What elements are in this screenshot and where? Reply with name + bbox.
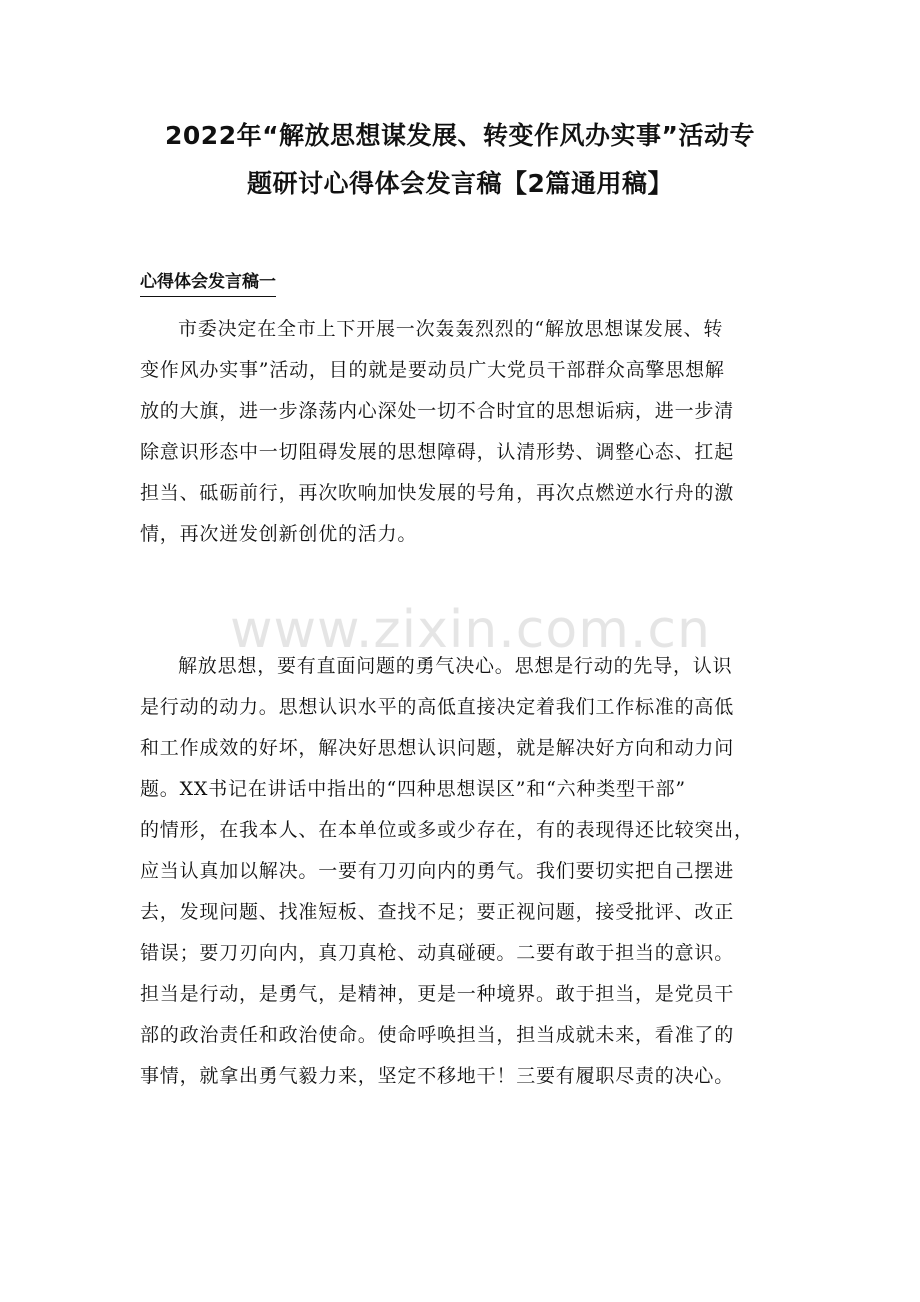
title-line-2: 题研讨心得体会发言稿【2篇通用稿】	[247, 169, 673, 198]
paragraph-line: 情，再次迸发创新创优的活力。	[140, 523, 418, 545]
paragraph-line: 解放思想，要有直面问题的勇气决心。思想是行动的先导，认识	[178, 655, 733, 677]
paragraph-line: 市委决定在全市上下开展一次轰轰烈烈的“解放思想谋发展、转	[178, 318, 724, 340]
paragraph-line: 担当、砥砺前行，再次吹响加快发展的号角，再次点燃逆水行舟的激	[140, 482, 735, 504]
paragraph-line: 担当是行动，是勇气，是精神，更是一种境界。敢于担当，是党员干	[140, 983, 735, 1005]
paragraph-line: 除意识形态中一切阻碍发展的思想障碍，认清形势、调整心态、扛起	[140, 441, 735, 463]
paragraph-line: 错误；要刀刃向内，真刀真枪、动真碰硬。二要有敢于担当的意识。	[140, 942, 735, 964]
paragraph-line: 去，发现问题、找准短板、查找不足；要正视问题，接受批评、改正	[140, 901, 735, 923]
paragraph-line: 部的政治责任和政治使命。使命呼唤担当，担当成就未来，看准了的	[140, 1024, 735, 1046]
paragraph-line: 和工作成效的好坏，解决好思想认识问题，就是解决好方向和动力问	[140, 737, 735, 759]
paragraph-line: 应当认真加以解决。一要有刀刃向内的勇气。我们要切实把自己摆进	[140, 860, 735, 882]
title-line-1: 2022年“解放思想谋发展、转变作风办实事”活动专	[165, 121, 755, 150]
paragraph-2	[140, 646, 785, 1097]
paragraph-line: 事情，就拿出勇气毅力来，坚定不移地干！三要有履职尽责的决心。	[140, 1065, 735, 1087]
paragraph-line: 是行动的动力。思想认识水平的高低直接决定着我们工作标准的高低	[140, 696, 735, 718]
watermark: www.zixin.com.cn	[230, 600, 711, 660]
paragraph-line: 放的大旗，进一步涤荡内心深处一切不合时宜的思想诟病，进一步清	[140, 400, 735, 422]
document-title	[120, 112, 800, 208]
section-heading: 心得体会发言稿一	[140, 268, 276, 297]
paragraph-line: 的情形，在我本人、在本单位或多或少存在，有的表现得还比较突出，	[140, 819, 754, 841]
paragraph-line: 题。XX书记在讲话中指出的“四种思想误区”和“六种类型干部”	[140, 778, 686, 800]
paragraph-1	[140, 309, 785, 555]
paragraph-line: 变作风办实事”活动，目的就是要动员广大党员干部群众高擎思想解	[140, 359, 725, 381]
